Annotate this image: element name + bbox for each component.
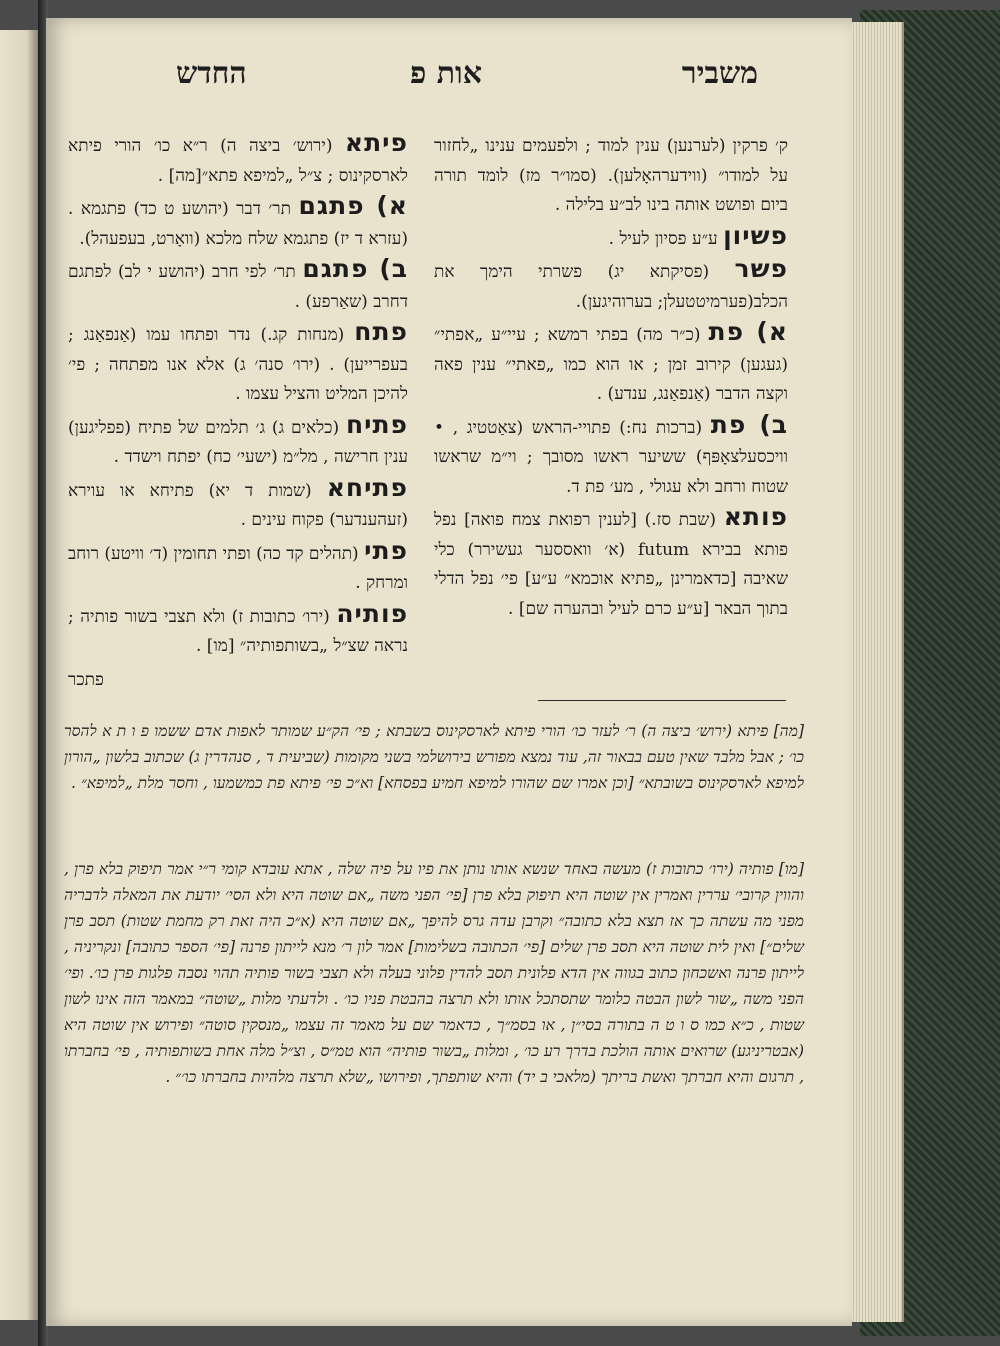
headword: פתיחא — [326, 472, 408, 502]
headword: ב) פת — [710, 409, 788, 439]
entry-text: (שמות ד יא) פתיחא או עוירא (זעהענדער) פקוח עינים . — [68, 480, 408, 530]
footnote-separator — [538, 700, 786, 701]
footnote-mav: [מו] פותיה (ירו׳ כתובות ז) מעשה באחד שנשא אותו נותן את פיו על פיה שלה , אתא עובדא קומי ר״י אמר תיפוק בלא פרן , והווין קרובי׳ עררין ואמרין אין שוטה היא תיפוק בלא פרן [פי׳ הפני משה „אם שוטה היא ולא הסי׳ יודעת את המאלה לדבריה מפני מה עשתה כך אז תצא בלא כתובה״ וקרבן עדה גרס להיפך „אם שוטה היא (א״כ היה זאת רק מחמת שטות) תסב פרן שלים״] ואין לית שוטה היא תסב פרן שלים [פי׳ הכתובה בשלימות] אמר לון ר׳ מנא לייתון פרנה [פי׳ הספר כתובה] ונקריניה , לייתון פרנה ואשכחון כתוב בגווה אין הדא פלונית תסב להדין פלוני בעלה ולא תצבי בשור פותיה תהוי נסבה פלגות פרן כו׳. ופי׳ הפני משה „שור לשון הבטה כלומר שתסתכל אותו ולא תרצה בהבטת פניו כו׳ . ולדעתי מלות „שוטה״ במאמר הזה אינו לשון שטות , כ״א כמו ס ו ט ה בתורה בסי״ן , או בסמ״ך , כדאמר שם על מאמר זה עצמו „מנסקין סוטה״ ופירוש אין שוטה היא (אבטריניגע) שרואים אותה הולכת בדרך רע כו׳ , ומלות „בשור פותיה״ הוא טמ״ס , וצ״ל מלה אחת בשותפותיה , פי׳ בחברתו , תרגום והיא חברתך ואשת בריתך (מלאכי ב יד) והיא שותפתך, ופירושו „שלא תרצה מלהיות בחברתו כו׳״ . — [64, 860, 804, 1086]
entry-text: תר׳ לפי חרב (יהושע י לב) לפתגם דחרב (שאַרפע) . — [68, 262, 408, 312]
dictionary-entry — [434, 317, 788, 410]
book-page — [46, 18, 852, 1326]
dictionary-entry — [434, 410, 788, 503]
catchword-text: פתכר — [68, 669, 104, 690]
entry-text: ע״ע פסיון לעיל . — [608, 228, 718, 249]
dictionary-entry — [68, 536, 408, 599]
entry-text: תר׳ דבר (יהושע ט כד) פתגמא . (עזרא ד יז) פתגמא שלח מלכא (וואָרט, בעפעהל). — [68, 199, 408, 249]
entry-text: ק׳ פרקין (לערנען) ענין למוד ; ולפעמים ענינו „לחזור על למודו״ (ווידערהאָלען). (סמו״ר מז) לומד תורה ביום ופושט אותה בינו לב״ע בלילה . — [434, 136, 788, 215]
entry-text: (תהלים קד כה) ופתי תחומין (ד׳ וויטע) רוחב ומרחק . — [67, 543, 408, 593]
dictionary-entry — [434, 254, 788, 317]
dictionary-entry — [68, 191, 408, 254]
entry-text: (כ״ר מה) בפתי רמשא ; עיי״ע „אפתי״ (געגען) קירוב זמן ; או הוא כמו „פאתי״ ענין פאה וקצה הדבר (אַנפאַנג, ענדע) . — [434, 325, 788, 404]
dictionary-entry — [434, 221, 788, 255]
headword: פותא — [723, 502, 788, 531]
facing-page-edge — [0, 30, 40, 1320]
headword: ב) פתגם — [302, 254, 408, 283]
running-head-right: משביר — [681, 56, 758, 91]
headword: פתיח — [345, 409, 408, 439]
headword: א) פת — [708, 317, 788, 346]
entry-text: (ברכות נח:) פתויי-הראש (צאַטטיג , • וויכסעלצאָפּף) ששיער ראשו מסובך ; וי״מ שראשו שטוח ורחב ולא עגולי , מע׳ פת ד. — [434, 417, 788, 497]
headword: פיתא — [344, 128, 408, 157]
catchword — [68, 662, 408, 696]
entry-text: (מנחות קג.) נדר ופתחו עמו (אַנפאַנג ; בעפרייען) . (ירו׳ סנה׳ ג) אלא אנו מפתחה ; פי׳ להיכן המליט והציל עצמו . — [68, 325, 408, 404]
dictionary-entry — [434, 502, 788, 624]
dictionary-entry — [68, 410, 408, 473]
running-head-center: אות פ — [410, 56, 482, 91]
headword: פשר — [734, 254, 788, 283]
entry-text: (כלאים ג) ג׳ תלמים של פתיח (פפליגען) ענין חרישה , מל״מ (ישעי׳ כח) יפתח וישדד . — [68, 417, 408, 467]
headword: א) פתגם — [298, 191, 408, 220]
left-column — [68, 128, 408, 695]
entry-text: (ירו׳ כתובות ז) ולא תצבי בשור פותיה ; נראה שצ״ל „בשותפותיה״ [מו] . — [68, 606, 408, 656]
running-head-left: החדש — [176, 56, 247, 91]
dictionary-entry — [68, 254, 408, 317]
headword: פותיה — [336, 598, 409, 628]
dictionary-entry — [434, 128, 788, 221]
right-column — [434, 128, 788, 624]
dictionary-entry — [68, 599, 408, 662]
dictionary-entry — [68, 317, 408, 410]
dictionary-entry — [68, 128, 408, 191]
headword: פתי — [364, 535, 408, 565]
headword: פתח — [354, 317, 408, 346]
footnote-mah: [מה] פיתא (ירוש׳ ביצה ה) ר׳ לעזר כו׳ הורי פיתא לארסקינוס בשבתא ; פי׳ הק״ע שמותר לאפות אדם ששמו פ ו ת א להסר כו׳ ; אבל מלבד שאין טעם בבאור זה, עוד נמצא מפורש בירושלמי בשני מקומות (שביעית ד , סנהדרין ג) שכתוב בלשון „הורון למיפא לארסקינוס בשובתא״ [וכן אמרו שם שהורו למיפא חמיע בפסחא] וא״כ פי׳ פיתא פת כמשמעו , וחסר מלת „למיפא״ . — [64, 722, 804, 792]
entry-text: (פסיקתא יג) פשרתי הימך את הכלב(פערמיטטעלן; בערוהיגען). — [434, 262, 788, 312]
entry-text: (שבת סז.) [לענין רפואת צמח פואה] נפל פותא בבירא futum (א׳ וואססער געשירר) כלי שאיבה [כדאמרינן „פתיא אוכמא״ ע״ע] פי׳ נפל הדלי בתוך הבאר [ע״ע כרם לעיל ובהערה שם] . — [434, 510, 788, 619]
entry-text: (ירוש׳ ביצה ה) ר״א כו׳ הורי פיתא לארסקינוס ; צ״ל „למיפא פתא״[מה] . — [68, 136, 408, 186]
dictionary-entry — [68, 473, 408, 536]
headword: פשיון — [723, 220, 788, 250]
